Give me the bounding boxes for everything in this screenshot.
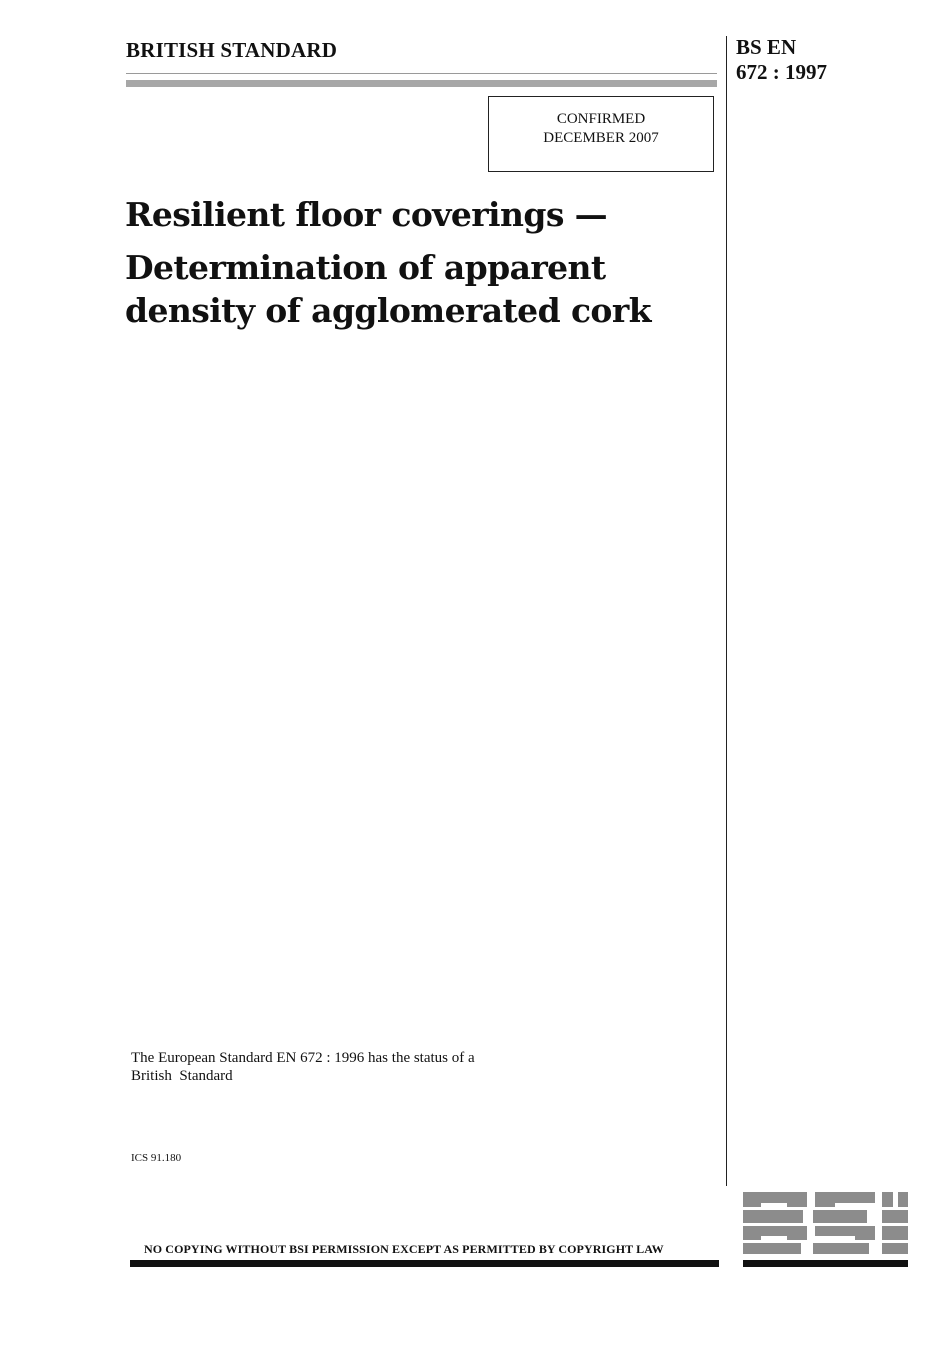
status-line-2: British Standard [131,1068,233,1084]
footer-rule [130,1260,719,1267]
title-subtitle-line-2: density of agglomerated cork [125,291,651,330]
document-number-line-1: BS EN [736,35,797,59]
title-subtitle [125,246,720,332]
standard-type-label: BRITISH STANDARD [126,38,338,62]
column-divider [726,36,727,1186]
document-number [736,35,827,85]
document-title [125,193,720,332]
document-number-line-2: 672 : 1997 [736,60,827,84]
bsi-logo-icon [743,1192,908,1258]
status-statement [131,1049,551,1085]
title-subtitle-line-1: Determination of apparent [125,248,606,287]
title-main: Resilient floor coverings — [125,195,608,234]
header-thick-divider [126,80,717,87]
copyright-notice: NO COPYING WITHOUT BSI PERMISSION EXCEPT AS PERMITTED BY COPYRIGHT LAW [144,1242,664,1256]
status-line-1: The European Standard EN 672 : 1996 has the status of a [131,1050,475,1066]
ics-code: ICS 91.180 [131,1152,182,1164]
confirmation-box [488,96,714,172]
header-thin-divider [126,73,717,74]
confirmation-status: CONFIRMED [556,111,646,127]
logo-underline [743,1260,908,1267]
confirmation-date: DECEMBER 2007 [543,130,659,146]
